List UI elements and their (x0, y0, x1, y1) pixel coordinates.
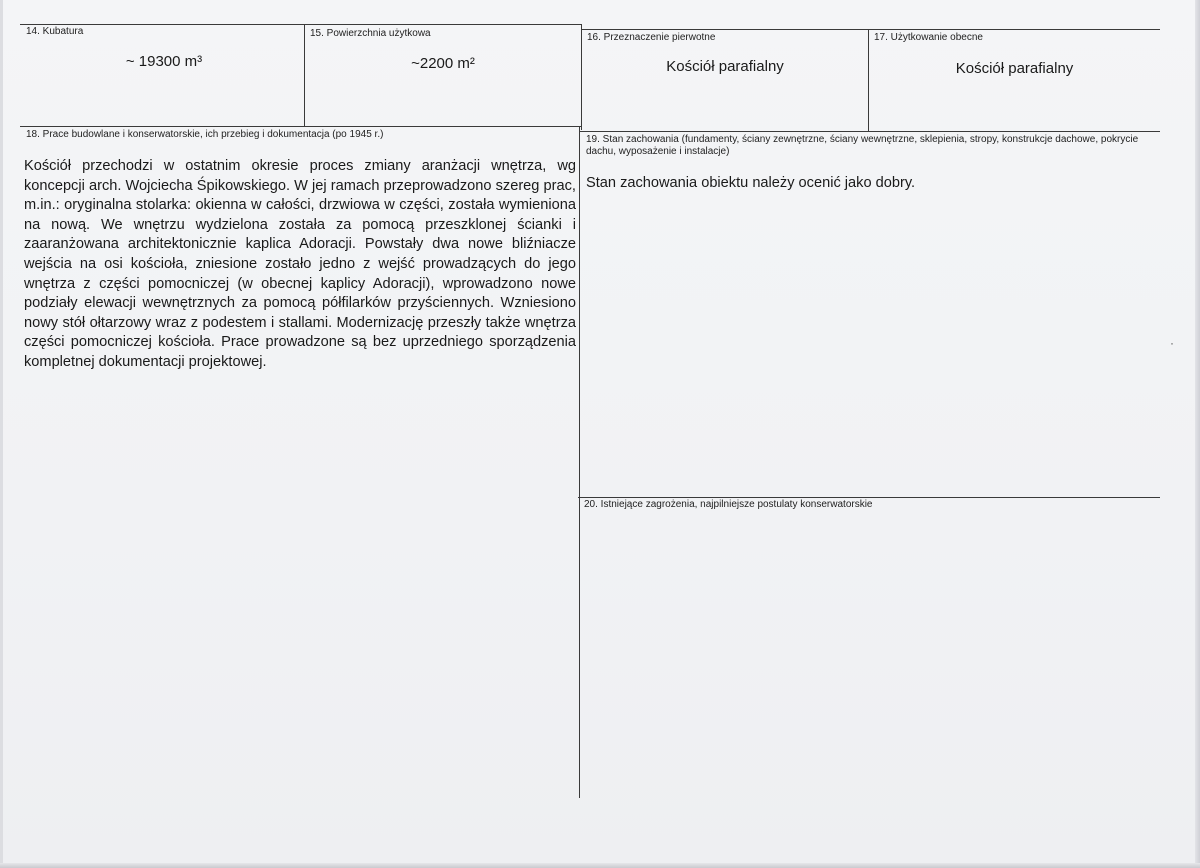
rule-top-1 (20, 24, 582, 25)
field-15-label: 15. Powierzchnia użytkowa (310, 28, 431, 39)
field-18-text: Kościół przechodzi w ostatnim okresie proces zmiany aranżacji wnętrza, wg koncepcji arch. Wojciecha Śpikowskiego. W jej ramach przeprowadzono szereg prac, m.in.: oryginalna stolarka: okienna w całości, drzwiowa w części, została wymieniona na nową. We wnętrzu wydzielona została za pomocą przeszklonej ścianki i zaaranżowana architektonicznie kaplica Adoracji. Powstały dwa nowe bliźniacze wejścia na osi kościoła, zniesione zostało jedno z wejść prowadzących do jego wnętrza z części pomocniczej (w obecnej kaplicy Adoracji), wprowadzono nowe podziały elewacji wewnętrznych za pomocą półfilarków przyściennych. Wzniesiono nowy stół ołtarzowy wraz z podestem i stallami. Modernizację przeszły także wnętrza części pomocniczej kościoła. Prace prowadzone są bez uprzedniego sporządzenia kompletnej dokumentacji projektowej. (24, 158, 576, 370)
paper-edge-right (1195, 0, 1200, 868)
rule-row2-left (20, 126, 582, 127)
field-17-value: Kościół parafialny (955, 60, 1074, 77)
divider-16-17 (868, 29, 869, 131)
divider-14-15 (304, 24, 305, 126)
field-14-value: ~ 19300 m³ (125, 53, 203, 70)
divider-main (579, 126, 580, 798)
field-18-label: 18. Prace budowlane i konserwatorskie, ich przebieg i dokumentacja (po 1945 r.) (26, 129, 384, 140)
field-20-label: 20. Istniejące zagrożenia, najpilniejsze postulaty konserwatorskie (584, 499, 873, 510)
field-16-label: 16. Przeznaczenie pierwotne (587, 32, 716, 43)
field-16-value: Kościół parafialny (666, 58, 784, 75)
field-19-text: Stan zachowania obiektu należy ocenić jako dobry. (586, 175, 916, 191)
paper-edge-left (0, 0, 3, 868)
field-19-label: 19. Stan zachowania (fundamenty, ściany zewnętrzne, ściany wewnętrzne, sklepienia, stropy, konstrukcje dachowe, pokrycie dachu, wyposażenie i instalacje) (586, 134, 1139, 157)
divider-15-16 (581, 24, 582, 130)
field-17-label: 17. Użytkowanie obecne (874, 32, 983, 43)
rule-top-2 (582, 29, 1160, 30)
rule-field20 (578, 497, 1160, 498)
margin-tick-mark: · (1170, 336, 1174, 350)
paper-edge-bottom (0, 863, 1200, 868)
field-14-label: 14. Kubatura (26, 26, 84, 37)
field-15-value: ~2200 m² (411, 55, 475, 72)
rule-row2-right (580, 131, 1160, 132)
